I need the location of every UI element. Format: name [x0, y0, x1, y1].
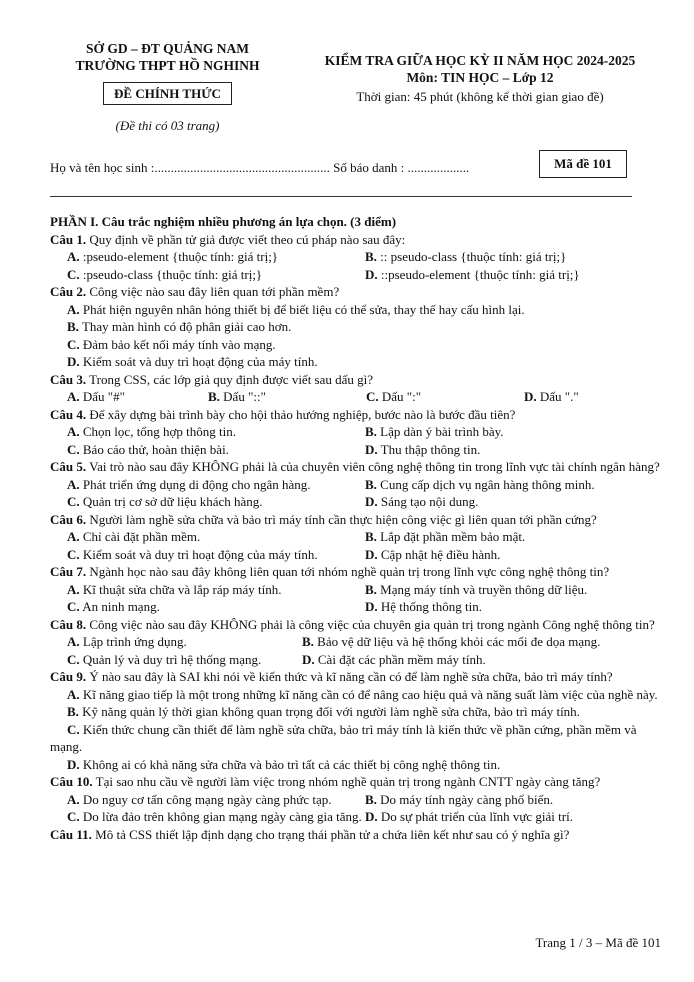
option-text: Cập nhật hệ điều hành. [380, 546, 501, 562]
option-d [50, 756, 662, 774]
option-letter: A. [67, 634, 80, 649]
option-letter: A. [67, 581, 80, 597]
page-footer: Trang 1 / 3 – Mã đề 101 [535, 935, 661, 950]
option-letter: B. [67, 319, 79, 334]
option-letter: B. [302, 634, 314, 649]
option-text: Thu thập thông tin. [380, 441, 481, 457]
option-b [208, 388, 366, 406]
option-letter: C. [67, 546, 80, 562]
option-b [365, 581, 662, 599]
option-text: Quản trị cơ sở dữ liệu khách hàng. [82, 494, 263, 509]
option-text: Lập trình ứng dụng. [82, 634, 187, 649]
option-letter: C. [67, 651, 80, 667]
option-text: Thay màn hình có độ phân giải cao hơn. [81, 319, 292, 334]
option-d [365, 493, 662, 511]
question-number: Câu 6. [50, 511, 87, 527]
pages-note: (Đề thi có 03 trang) [115, 118, 220, 133]
option-letter: D. [365, 599, 378, 614]
question-number: Câu 1. [50, 231, 87, 247]
question-4 [50, 406, 662, 424]
option-b [302, 633, 662, 651]
option-text: Chọn lọc, tổng hợp thông tin. [82, 424, 237, 439]
option-text: Quản lý và duy trì hệ thống mạng. [82, 651, 262, 667]
option-letter: C. [67, 599, 80, 614]
option-c [50, 546, 365, 564]
option-text: Cung cấp dịch vụ ngân hàng thông minh. [380, 476, 595, 492]
question-6 [50, 511, 662, 529]
option-text: Sáng tạo nội dung. [380, 494, 479, 509]
option-letter: D. [524, 389, 537, 404]
question-5 [50, 458, 662, 476]
option-letter: C. [67, 336, 80, 352]
option-c [50, 493, 365, 511]
option-letter: C. [67, 809, 80, 824]
question-number: Câu 11. [50, 826, 92, 842]
option-letter: A. [67, 791, 80, 807]
question-text: Người làm nghề sửa chữa và bảo trì máy tính cần thực hiện công việc gì liên quan tới phần cứng? [86, 511, 597, 527]
option-a [50, 476, 365, 494]
exam-title: KIỂM TRA GIỮA HỌC KỲ II NĂM HỌC 2024-2025 [324, 53, 636, 68]
option-letter: A. [67, 301, 80, 317]
question-2 [50, 283, 662, 301]
question-text: Tại sao nhu cầu về người làm việc trong nhóm nghề quản trị trong ngành CNTT ngày càng tăng? [92, 774, 601, 789]
option-text: Bảo vệ dữ liệu và hệ thống khỏi các mối đe dọa mạng. [317, 634, 601, 649]
exam-header [310, 52, 650, 105]
question-10 [50, 773, 662, 791]
option-letter: B. [365, 529, 377, 544]
option-letter: D. [365, 441, 378, 457]
option-letter: B. [365, 791, 377, 807]
option-text: Cài đặt các phần mềm máy tính. [317, 651, 486, 667]
option-a [50, 423, 365, 441]
options [50, 388, 662, 406]
options [50, 476, 662, 511]
question-9 [50, 668, 662, 686]
option-letter: C. [67, 721, 80, 737]
question-number: Câu 9. [50, 669, 87, 684]
option-text: Kiểm soát và duy trì hoạt động của máy tính. [82, 546, 318, 562]
option-c [50, 336, 662, 354]
option-text: Dấu ":" [381, 389, 422, 404]
option-letter: A. [67, 249, 80, 264]
option-c [50, 721, 662, 756]
option-a [50, 388, 208, 406]
question-text: Công việc nào sau đây KHÔNG phải là công việc của chuyên gia quản trị trong ngành Công nghệ thông tin? [86, 616, 655, 632]
options [50, 528, 662, 563]
option-text: Kĩ năng giao tiếp là một trong những kĩ năng cần có để nâng cao hiệu quả và năng suất làm việc của nghề này. [82, 686, 658, 702]
question-7 [50, 563, 662, 581]
option-d [365, 808, 662, 826]
exam-subject: Môn: TIN HỌC – Lớp 12 [406, 70, 554, 85]
question-text: Để xây dựng bài trình bày cho hội thảo hướng nghiệp, bước nào là bước đầu tiên? [86, 406, 516, 422]
option-text: Dấu "." [539, 389, 579, 404]
option-letter: A. [67, 389, 80, 404]
option-a [50, 686, 662, 704]
option-letter: D. [67, 756, 80, 772]
option-text: Đảm bảo kết nối máy tính vào mạng. [82, 336, 276, 352]
option-letter: B. [365, 249, 377, 264]
option-text: :: pseudo-class {thuộc tính: giá trị;} [380, 249, 567, 264]
option-c [50, 266, 365, 284]
question-text: Quy định về phần tử giả được viết theo cú pháp nào sau đây: [86, 231, 406, 247]
option-letter: D. [302, 651, 315, 667]
question-text: Mô tả CSS thiết lập định dạng cho trạng thái phần tử a chứa liên kết như sau có ý nghĩa gì? [91, 826, 570, 842]
option-letter: A. [67, 529, 80, 544]
option-letter: B. [365, 424, 377, 439]
option-text: ::pseudo-element {thuộc tính: giá trị;} [380, 266, 580, 282]
option-a [50, 248, 365, 266]
option-letter: C. [67, 441, 80, 457]
option-letter: D. [365, 809, 378, 824]
option-text: Dấu "::" [223, 389, 266, 404]
option-letter: D. [365, 266, 378, 282]
option-letter: D. [365, 494, 378, 509]
question-number: Câu 10. [50, 774, 93, 789]
question-number: Câu 2. [50, 284, 87, 299]
option-text: Do lừa đảo trên không gian mạng ngày càng gia tăng. [82, 809, 362, 824]
option-letter: D. [365, 546, 378, 562]
option-d [365, 266, 662, 284]
question-text: Vai trò nào sau đây KHÔNG phải là của chuyên viên công nghệ thông tin trong lĩnh vực tài chính ngân hàng? [86, 459, 660, 474]
option-letter: A. [67, 686, 80, 702]
option-b [365, 476, 662, 494]
option-letter: B. [365, 581, 377, 597]
question-text: Trong CSS, các lớp giả quy định được viết sau dấu gì? [86, 371, 374, 387]
option-text: Mạng máy tính và truyền thông dữ liệu. [380, 581, 588, 597]
option-text: Phát hiện nguyên nhân hỏng thiết bị để biết liệu có thể sửa, thay thế hay cấu hình lại. [82, 301, 525, 317]
option-text: Do máy tính ngày càng phổ biến. [380, 791, 554, 807]
option-letter: B. [208, 389, 220, 404]
option-letter: C. [67, 494, 80, 509]
option-text: Kĩ thuật sửa chữa và lắp ráp máy tính. [82, 581, 282, 597]
option-text: Hệ thống thông tin. [380, 599, 482, 614]
option-b [50, 703, 662, 721]
option-text: Lập dàn ý bài trình bày. [380, 424, 504, 439]
option-c [50, 441, 365, 459]
part-heading: PHẦN I. Câu trắc nghiệm nhiều phương án lựa chọn. (3 điểm) [50, 214, 397, 229]
question-number: Câu 7. [50, 564, 87, 579]
option-b [365, 423, 662, 441]
option-text: Do nguy cơ tấn công mạng ngày càng phức tạp. [82, 791, 332, 807]
question-number: Câu 8. [50, 616, 87, 632]
option-text: Kiểm soát và duy trì hoạt động của máy tính. [82, 354, 318, 369]
question-text: Ngành học nào sau đây không liên quan tới nhóm nghề quản trị trong lĩnh vực công nghệ thông tin? [86, 564, 610, 579]
option-letter: B. [67, 704, 79, 719]
options [50, 633, 662, 668]
question-number: Câu 3. [50, 371, 87, 387]
department-name: SỞ GD – ĐT QUẢNG NAM [86, 41, 249, 56]
option-a [50, 633, 302, 651]
option-b [365, 791, 662, 809]
option-d [365, 546, 662, 564]
school-header [40, 40, 295, 134]
option-text: Báo cáo thử, hoàn thiện bài. [82, 441, 229, 457]
option-text: Phát triển ứng dụng di động cho ngân hàng. [82, 476, 311, 492]
options [50, 791, 662, 826]
option-text: Lắp đặt phần mềm bảo mật. [380, 529, 526, 544]
option-b [50, 318, 662, 336]
exam-time: Thời gian: 45 phút (không kể thời gian giao đề) [356, 89, 604, 104]
exam-code-box: Mã đề 101 [539, 150, 627, 178]
option-b [365, 528, 662, 546]
option-a [50, 528, 365, 546]
option-a [50, 791, 365, 809]
option-letter: A. [67, 476, 80, 492]
exam-content [50, 213, 662, 843]
option-text: Kỹ năng quản lý thời gian không quan trọng đối với người làm nghề sửa chữa, bảo trì máy tính. [82, 704, 580, 719]
student-info-line: Họ và tên học sinh :...................................................... Số báo danh : ................... [50, 160, 470, 175]
option-d [365, 598, 662, 616]
option-b [365, 248, 662, 266]
option-text: Không ai có khả năng sửa chữa và bảo trì tất cả các thiết bị công nghệ thông tin. [82, 756, 501, 772]
option-d [302, 651, 662, 669]
option-d [50, 353, 662, 371]
option-text: Do sự phát triển của lĩnh vực giải trí. [380, 809, 573, 824]
option-text: An ninh mạng. [82, 599, 160, 614]
option-c [366, 388, 524, 406]
options [50, 248, 662, 283]
question-text: Công việc nào sau đây liên quan tới phần mềm? [86, 284, 340, 299]
header-divider [50, 196, 632, 197]
option-letter: C. [366, 389, 379, 404]
option-c [50, 598, 365, 616]
option-a [50, 301, 662, 319]
question-3 [50, 371, 662, 389]
options [50, 581, 662, 616]
question-number: Câu 4. [50, 406, 87, 422]
option-d [365, 441, 662, 459]
option-text: :pseudo-class {thuộc tính: giá trị;} [82, 266, 263, 282]
option-c [50, 651, 302, 669]
question-text: Ý nào sau đây là SAI khi nói về kiến thức và kĩ năng cần có để làm nghề sửa chữa, bảo trì máy tính? [86, 669, 613, 684]
school-name: TRƯỜNG THPT HỒ NGHINH [75, 58, 260, 73]
options [50, 423, 662, 458]
question-1 [50, 231, 662, 249]
question-8 [50, 616, 662, 634]
official-label: ĐỀ CHÍNH THỨC [103, 82, 232, 105]
option-text: Chỉ cài đặt phần mềm. [82, 529, 201, 544]
option-text: Kiến thức chung cần thiết để làm nghề sửa chữa, bảo trì máy tính là kiến thức về phần cứng, phần mềm và mạng. [50, 721, 637, 754]
option-c [50, 808, 365, 826]
option-text: :pseudo-element {thuộc tính: giá trị;} [82, 249, 279, 264]
question-11 [50, 826, 662, 844]
option-letter: D. [67, 354, 80, 369]
option-text: Dấu "#" [82, 389, 125, 404]
question-number: Câu 5. [50, 459, 87, 474]
option-d [524, 388, 662, 406]
option-letter: C. [67, 266, 80, 282]
option-a [50, 581, 365, 599]
option-letter: A. [67, 424, 80, 439]
option-letter: B. [365, 476, 377, 492]
